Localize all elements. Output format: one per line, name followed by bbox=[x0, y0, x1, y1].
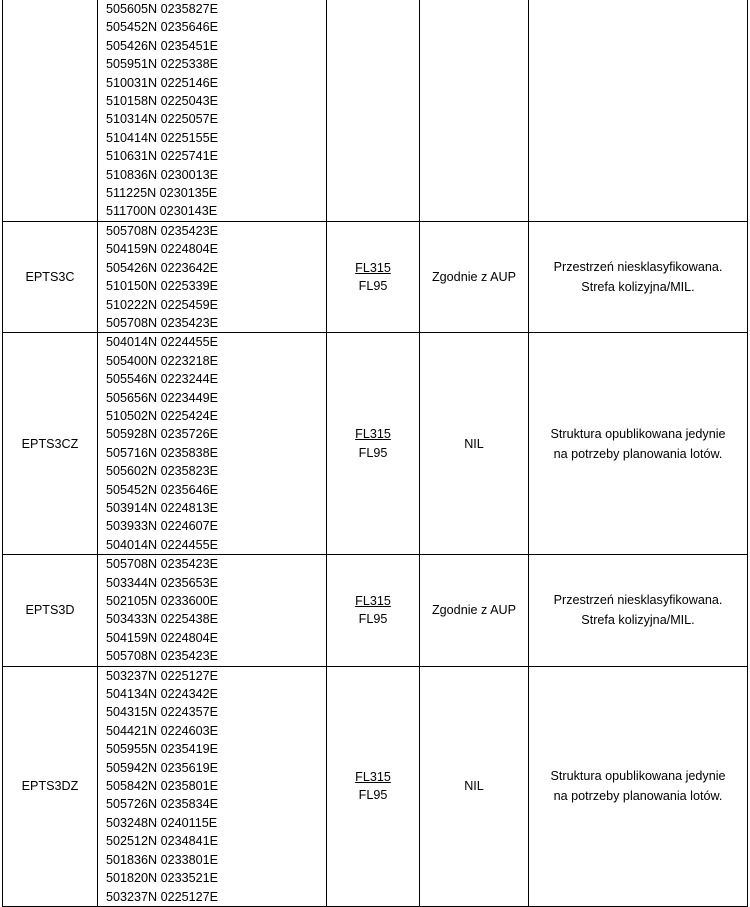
coordinate: 511225N 0230135E bbox=[106, 186, 218, 201]
remark-line: Strefa kolizyjna/MIL. bbox=[581, 280, 695, 295]
coordinate: 505708N 0235423E bbox=[106, 223, 219, 238]
coordinate: 505928N 0235726E bbox=[106, 427, 219, 442]
remark-line: Przestrzeń niesklasyfikowana. bbox=[553, 593, 723, 608]
coordinate: 505602N 0235823E bbox=[106, 464, 219, 479]
coordinate: 505452N 0235646E bbox=[106, 20, 219, 35]
remark-line: Przestrzeń niesklasyfikowana. bbox=[553, 260, 723, 275]
coordinate: 504014N 0224455E bbox=[106, 335, 219, 350]
upper-limit: FL315 bbox=[355, 260, 391, 275]
upper-limit: FL315 bbox=[355, 594, 391, 608]
remarks-cell bbox=[529, 555, 748, 666]
coordinate: 510502N 0225424E bbox=[106, 408, 219, 423]
designator-cell: EPTS3DZ bbox=[3, 666, 98, 906]
coordinate: 510158N 0225043E bbox=[106, 94, 219, 109]
coordinates-cell bbox=[98, 221, 327, 332]
coordinate: 511700N 0230143E bbox=[106, 204, 218, 219]
coordinate: 504159N 0224804E bbox=[106, 242, 219, 257]
coordinate: 505942N 0235619E bbox=[106, 760, 219, 775]
coordinate: 505546N 0223244E bbox=[106, 372, 219, 387]
remarks-cell bbox=[529, 0, 748, 221]
coordinate: 504159N 0224804E bbox=[106, 630, 219, 645]
table-row bbox=[3, 0, 748, 221]
coordinate: 505452N 0235646E bbox=[106, 482, 219, 497]
coordinate: 503248N 0240115E bbox=[106, 815, 218, 830]
coordinate: 505726N 0235834E bbox=[106, 797, 219, 812]
coordinate: 504315N 0224357E bbox=[106, 705, 219, 720]
activity-cell: Zgodnie z AUP bbox=[420, 555, 529, 666]
activity-cell bbox=[420, 0, 529, 221]
airspace-table-body bbox=[3, 0, 748, 906]
coordinate: 503237N 0225127E bbox=[106, 889, 219, 904]
coordinate: 502512N 0234841E bbox=[106, 834, 219, 849]
coordinate: 510314N 0225057E bbox=[106, 112, 219, 127]
coordinates-cell bbox=[98, 666, 327, 906]
coordinate: 505716N 0235838E bbox=[106, 445, 219, 460]
coordinate: 510222N 0225459E bbox=[106, 297, 219, 312]
lower-limit: FL95 bbox=[358, 788, 388, 803]
limits-cell bbox=[327, 221, 420, 332]
remarks-cell bbox=[529, 221, 748, 332]
designator-cell bbox=[3, 0, 98, 221]
coordinate: 503914N 0224813E bbox=[106, 500, 219, 515]
coordinate: 504421N 0224603E bbox=[106, 723, 219, 738]
upper-limit: FL315 bbox=[355, 769, 391, 784]
coordinate: 505426N 0235451E bbox=[106, 38, 219, 53]
limits-cell bbox=[327, 666, 420, 906]
coordinate: 505708N 0235423E bbox=[106, 557, 219, 572]
coordinate: 510414N 0225155E bbox=[106, 130, 219, 145]
limits-cell bbox=[327, 555, 420, 666]
lower-limit: FL95 bbox=[358, 612, 388, 627]
airspace-table bbox=[2, 0, 748, 907]
remark-line: Struktura opublikowana jedynie bbox=[550, 426, 726, 441]
remark-line: Struktura opublikowana jedynie bbox=[550, 769, 726, 784]
table-row bbox=[3, 333, 748, 555]
coordinate: 510031N 0225146E bbox=[106, 75, 219, 90]
coordinate: 505842N 0235801E bbox=[106, 779, 219, 794]
coordinate: 510836N 0230013E bbox=[106, 167, 219, 182]
coordinate: 505955N 0235419E bbox=[106, 742, 219, 757]
table-row bbox=[3, 221, 748, 332]
activity-cell: Zgodnie z AUP bbox=[420, 221, 529, 332]
coordinate: 503344N 0235653E bbox=[106, 575, 219, 590]
limits-cell bbox=[327, 333, 420, 555]
coordinates-cell bbox=[98, 555, 327, 666]
coordinate: 501820N 0233521E bbox=[106, 871, 219, 886]
coordinate: 505426N 0223642E bbox=[106, 260, 219, 275]
coordinate: 502105N 0233600E bbox=[106, 594, 219, 608]
designator-cell: EPTS3CZ bbox=[3, 333, 98, 555]
coordinate: 505708N 0235423E bbox=[106, 315, 219, 330]
lower-limit: FL95 bbox=[358, 445, 388, 460]
coordinate: 510150N 0225339E bbox=[106, 279, 219, 294]
coordinate: 501836N 0233801E bbox=[106, 852, 219, 867]
coordinate: 505708N 0235423E bbox=[106, 649, 219, 664]
remark-line: na potrzeby planowania lotów. bbox=[553, 446, 723, 461]
coordinate: 504014N 0224455E bbox=[106, 537, 219, 552]
coordinate: 503933N 0224607E bbox=[106, 519, 219, 534]
table-row bbox=[3, 555, 748, 666]
remarks-cell bbox=[529, 666, 748, 906]
limits-cell bbox=[327, 0, 420, 221]
coordinates-cell bbox=[98, 0, 327, 221]
coordinate: 505605N 0235827E bbox=[106, 2, 219, 16]
upper-limit: FL315 bbox=[355, 427, 391, 442]
designator-cell: EPTS3C bbox=[3, 221, 98, 332]
remark-line: na potrzeby planowania lotów. bbox=[553, 789, 723, 804]
coordinate: 510631N 0225741E bbox=[106, 149, 219, 164]
table-row bbox=[3, 666, 748, 906]
remarks-cell bbox=[529, 333, 748, 555]
activity-cell: NIL bbox=[420, 333, 529, 555]
activity-cell: NIL bbox=[420, 666, 529, 906]
coordinate: 504134N 0224342E bbox=[106, 687, 219, 702]
lower-limit: FL95 bbox=[358, 279, 388, 294]
remark-line: Strefa kolizyjna/MIL. bbox=[581, 613, 695, 628]
coordinate: 503237N 0225127E bbox=[106, 668, 219, 683]
designator-cell: EPTS3D bbox=[3, 555, 98, 666]
coordinate: 505400N 0223218E bbox=[106, 353, 219, 368]
coordinate: 505656N 0223449E bbox=[106, 390, 219, 405]
coordinate: 505951N 0225338E bbox=[106, 57, 219, 72]
coordinates-cell bbox=[98, 333, 327, 555]
coordinate: 503433N 0225438E bbox=[106, 612, 219, 627]
